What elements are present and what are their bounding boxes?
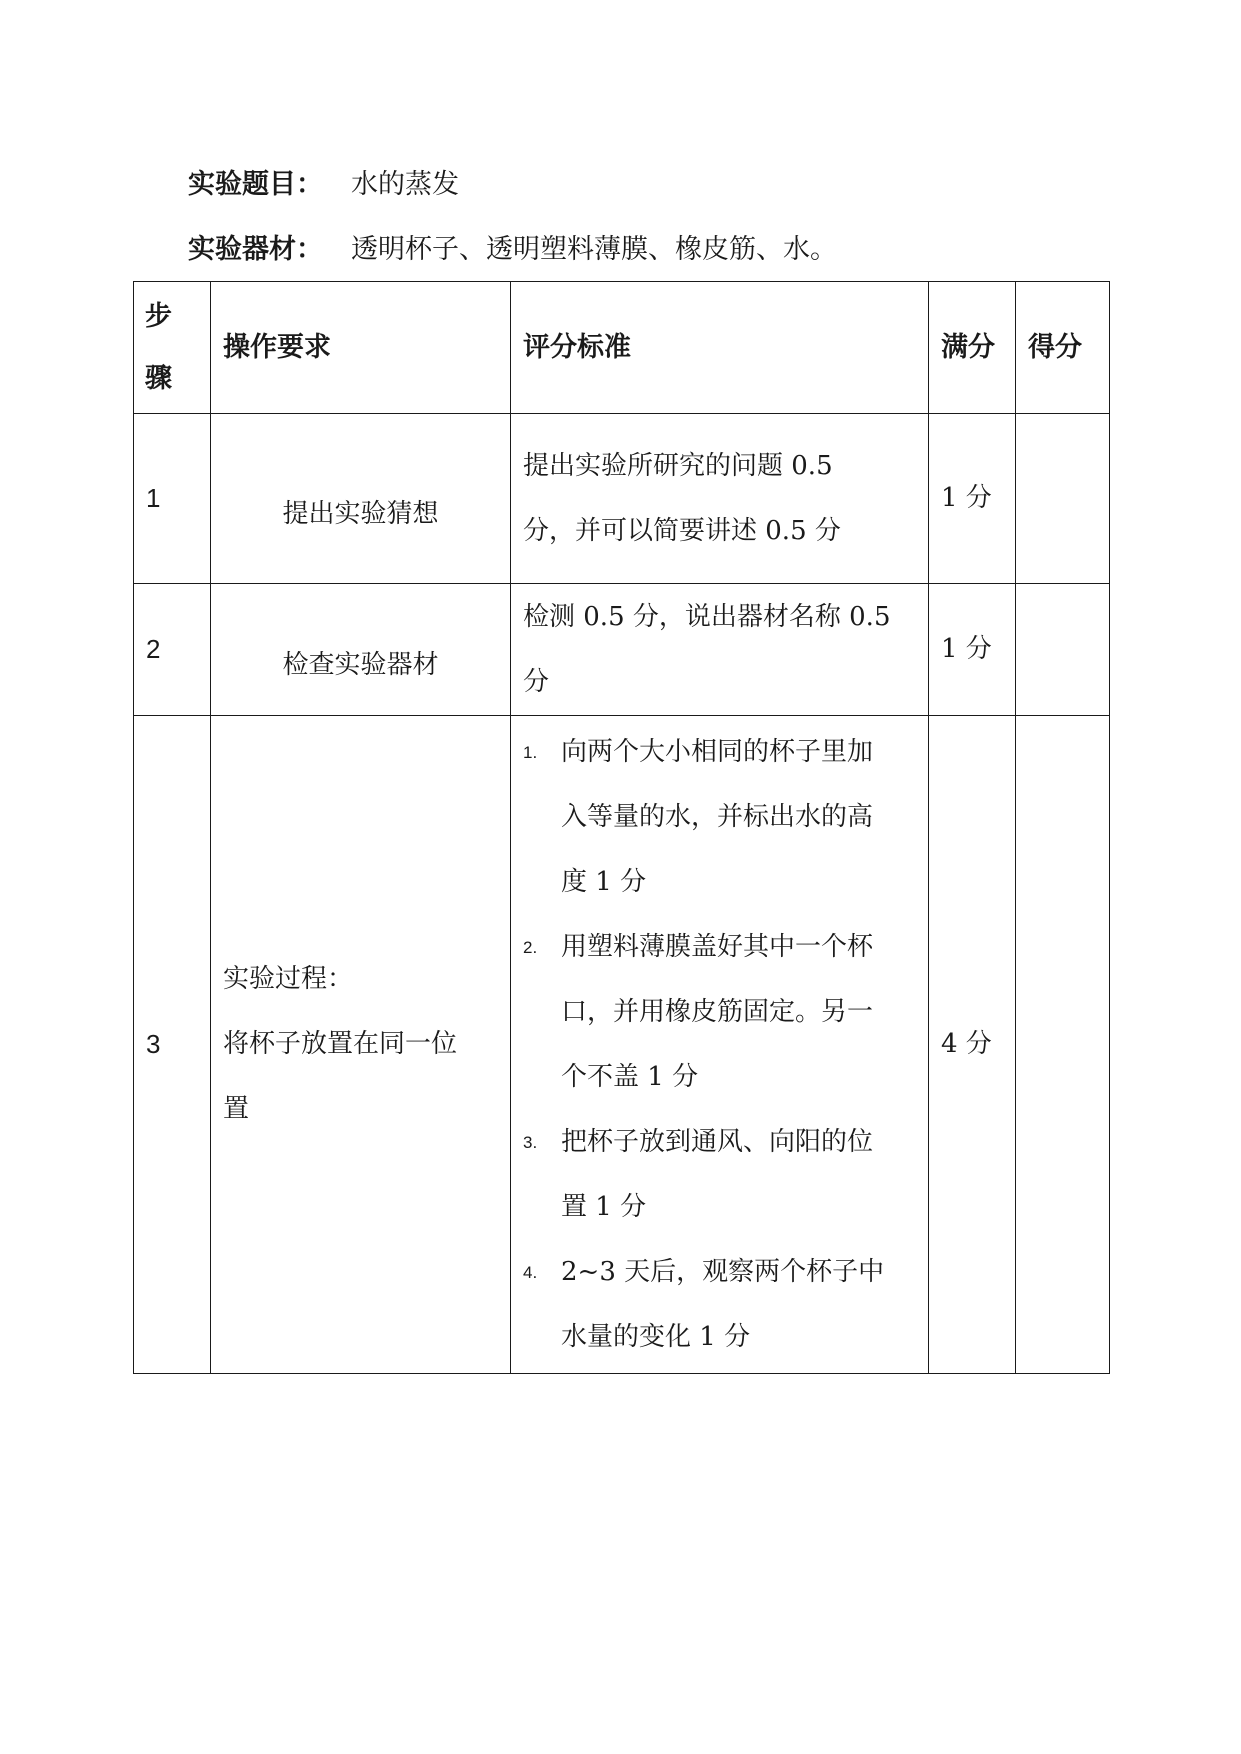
experiment-title-line <box>188 165 459 205</box>
header-full-score: 满分 <box>929 282 1016 414</box>
table-header-row <box>134 282 1110 414</box>
list-item-line: 置 1 分 <box>561 1191 647 1222</box>
row1-criteria-line2: 分，并可以简要讲述 0.5 分 <box>523 515 841 546</box>
list-item-line: 度 1 分 <box>561 866 647 897</box>
list-item <box>523 1240 916 1370</box>
experiment-materials-line <box>188 230 837 270</box>
header-criteria: 评分标准 <box>511 282 929 414</box>
table-row <box>134 414 1110 584</box>
table-row <box>134 584 1110 716</box>
list-item-line: 向两个大小相同的杯子里加 <box>561 736 874 767</box>
row3-criteria <box>511 716 929 1374</box>
list-item <box>523 1110 916 1240</box>
list-marker: 2. <box>523 937 538 957</box>
row2-criteria-line2: 分 <box>523 666 550 697</box>
row2-full-score: 1 分 <box>929 584 1016 716</box>
list-item-line: 个不盖 1 分 <box>561 1061 699 1092</box>
row1-score[interactable] <box>1016 414 1110 584</box>
row3-operation-line2: 将杯子放置在同一位 <box>223 1029 458 1059</box>
experiment-materials-value: 透明杯子、透明塑料薄膜、橡皮筋、水。 <box>351 234 837 265</box>
row1-operation <box>211 414 511 584</box>
row1-criteria <box>511 414 929 584</box>
experiment-title-value: 水的蒸发 <box>351 169 459 200</box>
list-marker: 3. <box>523 1132 538 1152</box>
scoring-table <box>133 281 1110 1374</box>
row1-full-score: 1 分 <box>929 414 1016 584</box>
list-marker: 4. <box>523 1262 538 1282</box>
list-item-line: 水量的变化 1 分 <box>561 1321 751 1352</box>
list-item <box>523 915 916 1110</box>
list-marker: 1. <box>523 742 538 762</box>
row3-operation-line3: 置 <box>223 1094 250 1124</box>
row3-operation-line1: 实验过程： <box>223 964 354 994</box>
table-row <box>134 716 1110 1374</box>
row1-operation-text: 提出实验猜想 <box>282 498 439 529</box>
header-step-line2: 骤 <box>145 362 172 394</box>
row1-step: 1 <box>134 414 211 584</box>
row2-operation-text: 检查实验器材 <box>282 649 439 680</box>
row2-score[interactable] <box>1016 584 1110 716</box>
row2-operation <box>211 584 511 716</box>
list-item-line: 入等量的水，并标出水的高 <box>561 801 874 832</box>
row3-score[interactable] <box>1016 716 1110 1374</box>
row2-criteria-line1: 检测 0.5 分，说出器材名称 0.5 <box>523 601 891 632</box>
row2-step: 2 <box>134 584 211 716</box>
list-item <box>523 720 916 915</box>
row3-step: 3 <box>134 716 211 1374</box>
list-item-line: 把杯子放到通风、向阳的位 <box>561 1126 874 1157</box>
list-item-line: 口，并用橡皮筋固定。另一 <box>561 996 874 1027</box>
criteria-list <box>523 720 916 1370</box>
row3-operation <box>211 716 511 1374</box>
header-step <box>134 282 211 414</box>
row2-criteria <box>511 584 929 716</box>
row1-criteria-line1: 提出实验所研究的问题 0.5 <box>523 450 833 481</box>
row3-full-score: 4 分 <box>929 716 1016 1374</box>
experiment-materials-label: 实验器材： <box>188 234 323 265</box>
header-step-line1: 步 <box>145 300 172 332</box>
header-score: 得分 <box>1016 282 1110 414</box>
header-operation: 操作要求 <box>211 282 511 414</box>
list-item-line: 用塑料薄膜盖好其中一个杯 <box>561 931 874 962</box>
list-item-line: 2~3 天后，观察两个杯子中 <box>561 1256 885 1287</box>
experiment-title-label: 实验题目： <box>188 169 323 200</box>
